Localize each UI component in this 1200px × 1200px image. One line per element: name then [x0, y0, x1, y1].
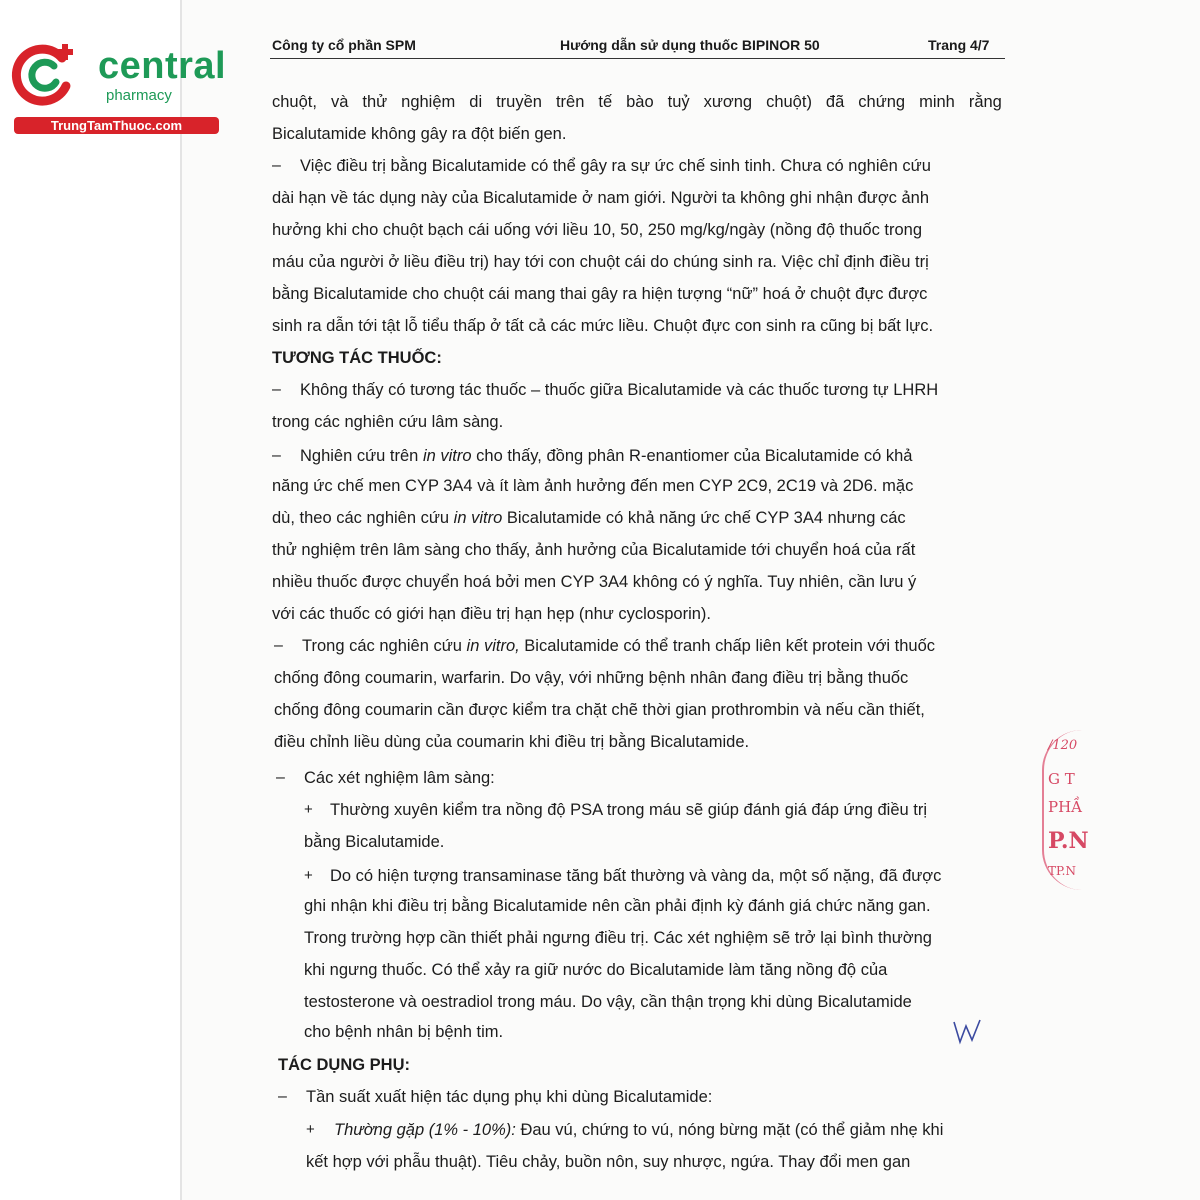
text-line: bằng Bicalutamide cho chuột cái mang thai gây ra hiện tượng “nữ” hoá ở chuột đực được [272, 285, 928, 303]
word: đã [825, 93, 845, 111]
text-line: dài hạn về tác dụng này của Bicalutamide ở nam giới. Người ta không ghi nhận được ảnh [272, 189, 930, 207]
text-line: thử nghiệm trên lâm sàng cho thấy, ảnh hưởng của Bicalutamide tới chuyển hoá của rất [272, 541, 916, 559]
word: xương [703, 93, 753, 111]
stamp-text: /120 [1048, 738, 1078, 753]
text-line: chống đông coumarin, warfarin. Do vậy, với những bệnh nhân đang điều trị bằng thuốc [274, 669, 909, 687]
document-page [182, 0, 1200, 1200]
text-line: nhiều thuốc được chuyển hoá bởi men CYP 3A4 không có ý nghĩa. Tuy nhiên, cần lưu ý [272, 573, 917, 591]
word: di [469, 93, 483, 111]
text-line: sinh ra dẫn tới tật lỗ tiểu thấp ở tất cả các mức liều. Chuột đực con sinh ra cũng bị bất lực. [272, 317, 934, 335]
header-company: Công ty cổ phần SPM [272, 37, 416, 53]
text-line: Trong các nghiên cứu in vitro, Bicalutamide có thể tranh chấp liên kết protein với thuốc [302, 637, 936, 655]
section-heading-side-effects: TÁC DỤNG PHỤ: [278, 1056, 410, 1074]
logo-subtitle: pharmacy [106, 87, 172, 104]
dash-marker: – [272, 381, 281, 398]
dash-marker: – [278, 1088, 287, 1105]
dash-marker: – [272, 447, 281, 464]
text-line: hưởng khi cho chuột bạch cái uống với liều 10, 50, 250 mg/kg/ngày (nồng độ thuốc trong [272, 221, 923, 239]
word: thử [362, 93, 388, 111]
header-divider [270, 58, 1005, 59]
dash-marker: – [276, 769, 285, 786]
text-line: trong các nghiên cứu lâm sàng. [272, 413, 504, 431]
text-line: dù, theo các nghiên cứu in vitro Bicalutamide có khả năng ức chế CYP 3A4 nhưng các [272, 509, 906, 527]
text-line: năng ức chế men CYP 3A4 và ít làm ảnh hưởng đến men CYP 2C9, 2C19 và 2D6. mặc [272, 477, 914, 495]
text-line: Các xét nghiệm lâm sàng: [304, 769, 495, 787]
plus-marker: + [306, 1121, 315, 1138]
text-line: bằng Bicalutamide. [304, 833, 445, 851]
word: chuột) [766, 93, 812, 111]
text-line: testosterone và oestradiol trong máu. Do vậy, cần thận trọng khi dùng Bicalutamide [304, 993, 912, 1011]
stamp-fragment [1042, 730, 1089, 890]
text-line: Việc điều trị bằng Bicalutamide có thể gây ra sự ức chế sinh tinh. Chưa có nghiên cứu [300, 157, 931, 175]
text-line: Thường xuyên kiểm tra nồng độ PSA trong máu sẽ giúp đánh giá đáp ứng điều trị [330, 801, 928, 819]
pharmacy-c-icon [10, 38, 80, 108]
text-line [272, 92, 1002, 112]
word: chuột, [272, 93, 317, 111]
word: chứng [858, 93, 906, 111]
text-line: Nghiên cứu trên in vitro cho thấy, đồng phân R-enantiomer của Bicalutamide có khả [300, 447, 913, 465]
text-line: Trong trường hợp cần thiết phải ngưng điều trị. Các xét nghiệm sẽ trở lại bình thường [304, 929, 932, 947]
text-line: ghi nhận khi điều trị bằng Bicalutamide nên cần phải định kỳ đánh giá chức năng gan. [304, 897, 931, 915]
text-line: cho bệnh nhân bị bệnh tim. [304, 1023, 504, 1041]
text-line: điều chỉnh liều dùng của coumarin khi điều trị bằng Bicalutamide. [274, 733, 750, 751]
central-pharmacy-logo[interactable] [10, 38, 227, 138]
stamp-text: TP.N [1048, 864, 1076, 878]
text-line: Bicalutamide không gây ra đột biến gen. [272, 125, 567, 143]
word: minh [919, 93, 955, 111]
stamp-text: P.N [1048, 828, 1089, 854]
word: tế [598, 93, 613, 111]
dash-marker: – [274, 637, 283, 654]
stamp-text: PHẦ [1048, 798, 1083, 816]
stamp-text: G T [1048, 770, 1075, 788]
header-page-number: Trang 4/7 [928, 37, 990, 53]
word: trên [555, 93, 585, 111]
word: truyền [496, 93, 542, 111]
logo-brand: central [98, 45, 227, 87]
dash-marker: – [272, 157, 281, 174]
section-heading-interactions: TƯƠNG TÁC THUỐC: [272, 349, 442, 367]
header-title: Hướng dẫn sử dụng thuốc BIPINOR 50 [560, 37, 820, 53]
text-line: Tần suất xuất hiện tác dụng phụ khi dùng Bicalutamide: [306, 1088, 713, 1106]
logo-site-link[interactable]: TrungTamThuoc.com [14, 117, 219, 134]
text-line: chống đông coumarin cần được kiểm tra chặt chẽ thời gian prothrombin và nếu cần thiết, [274, 701, 925, 719]
plus-marker: + [304, 801, 313, 818]
text-line: máu của người ở liều điều trị) hay tới con chuột cái do chúng sinh ra. Việc chỉ định điều trị [272, 253, 929, 271]
signature-mark [952, 1016, 986, 1046]
text-line: Thường gặp (1% - 10%): Đau vú, chứng to vú, nóng bừng mặt (có thể giảm nhẹ khi [334, 1121, 944, 1139]
text-line: khi ngưng thuốc. Có thể xảy ra giữ nước do Bicalutamide làm tăng nồng độ của [304, 961, 888, 979]
word: và [330, 93, 349, 111]
text-line: Không thấy có tương tác thuốc – thuốc giữa Bicalutamide và các thuốc tương tự LHRH [300, 381, 939, 399]
text-line: với các thuốc có giới hạn điều trị hạn hẹp (như cyclosporin). [272, 605, 711, 623]
text-line: Do có hiện tượng transaminase tăng bất thường và vàng da, một số nặng, đã được [330, 867, 942, 885]
plus-marker: + [304, 867, 313, 884]
word: tuỷ [667, 93, 690, 111]
word: bào [626, 93, 654, 111]
text-line: kết hợp với phẫu thuật). Tiêu chảy, buồn nôn, suy nhược, ngứa. Thay đổi men gan [306, 1153, 911, 1171]
word: rằng [968, 93, 1002, 111]
word: nghiệm [401, 93, 456, 111]
